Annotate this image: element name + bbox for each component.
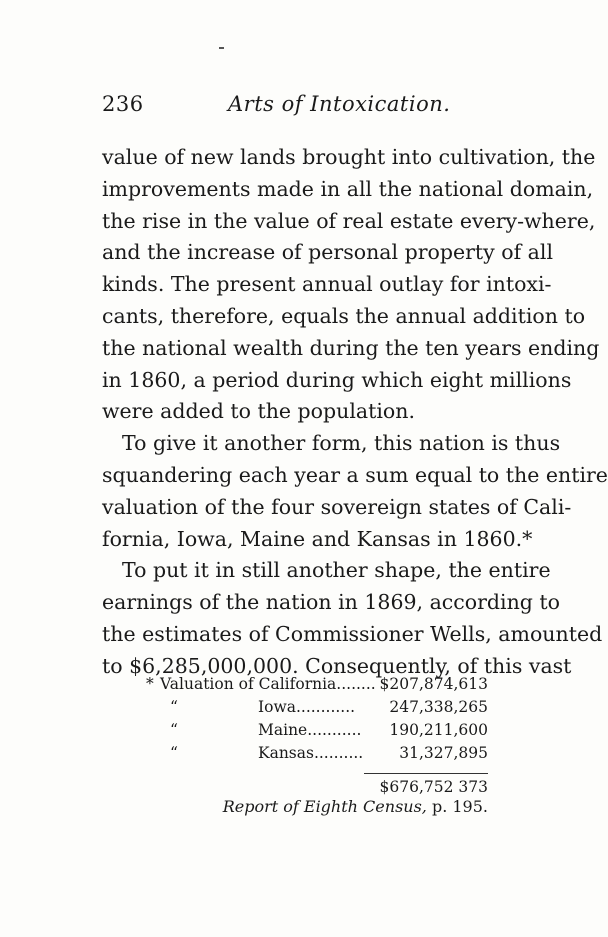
- footnote-state: Kansas..........: [258, 744, 364, 762]
- ditto-mark: “: [170, 744, 178, 762]
- text-line: fornia, Iowa, Maine and Kansas in 1860.*: [102, 526, 533, 551]
- running-title: Arts of Intoxication.: [228, 92, 451, 116]
- footnote-amount: 247,338,265: [389, 698, 488, 716]
- footnote-row: [146, 696, 546, 719]
- footnote-source: [223, 795, 488, 818]
- footnote-amount: 190,211,600: [389, 721, 488, 739]
- footnote-total-row: [146, 765, 546, 795]
- ditto-mark: “: [170, 698, 178, 716]
- text-line: kinds. The present annual outlay for intoxi-: [102, 272, 552, 297]
- page-header: [102, 92, 542, 122]
- ditto-mark: “: [170, 721, 178, 739]
- text-line: To put it in still another shape, the entire: [122, 558, 551, 583]
- body-text: [102, 142, 608, 683]
- footnote-marker: *: [146, 675, 154, 693]
- footnote-total: $676,752 373: [364, 773, 488, 799]
- text-line: the national wealth during the ten years ending: [102, 335, 600, 360]
- text-line: the estimates of Commissioner Wells, amounted: [102, 621, 603, 646]
- text-line: valuation of the four sovereign states of Cali-: [102, 494, 572, 519]
- text-line: value of new lands brought into cultivation, the: [102, 145, 596, 169]
- footnote-amount: 31,327,895: [399, 744, 488, 762]
- footnote-row: [146, 719, 546, 742]
- text-line: cants, therefore, equals the annual addition to: [102, 303, 586, 328]
- text-line: to $6,285,000,000. Consequently, of this vast: [102, 653, 572, 678]
- source-page: p. 195.: [426, 797, 488, 816]
- footnote-source-row: [146, 795, 546, 818]
- footnote: [146, 673, 546, 818]
- page-number: 236: [102, 92, 144, 116]
- footnote-amount: $207,874,613: [379, 675, 488, 693]
- footnote-label: Valuation of California........: [160, 675, 376, 693]
- text-line: improvements made in all the national domain,: [102, 176, 594, 201]
- footnote-row: [146, 673, 546, 696]
- text-line: To give it another form, this nation is thus: [122, 431, 561, 456]
- text-line: earnings of the nation in 1869, according to: [102, 590, 560, 615]
- footnote-state: Maine...........: [258, 721, 362, 739]
- source-title: Report of Eighth Census,: [222, 797, 427, 816]
- footnote-row: [146, 742, 546, 765]
- text-line: and the increase of personal property of all: [102, 240, 554, 265]
- page-mark: [219, 47, 224, 49]
- text-line: the rise in the value of real estate every-where,: [102, 208, 596, 233]
- footnote-state: Iowa............: [258, 698, 356, 716]
- text-line: squandering each year a sum equal to the entire: [102, 462, 608, 487]
- text-line: in 1860, a period during which eight millions: [102, 367, 572, 392]
- text-line: were added to the population.: [102, 399, 415, 424]
